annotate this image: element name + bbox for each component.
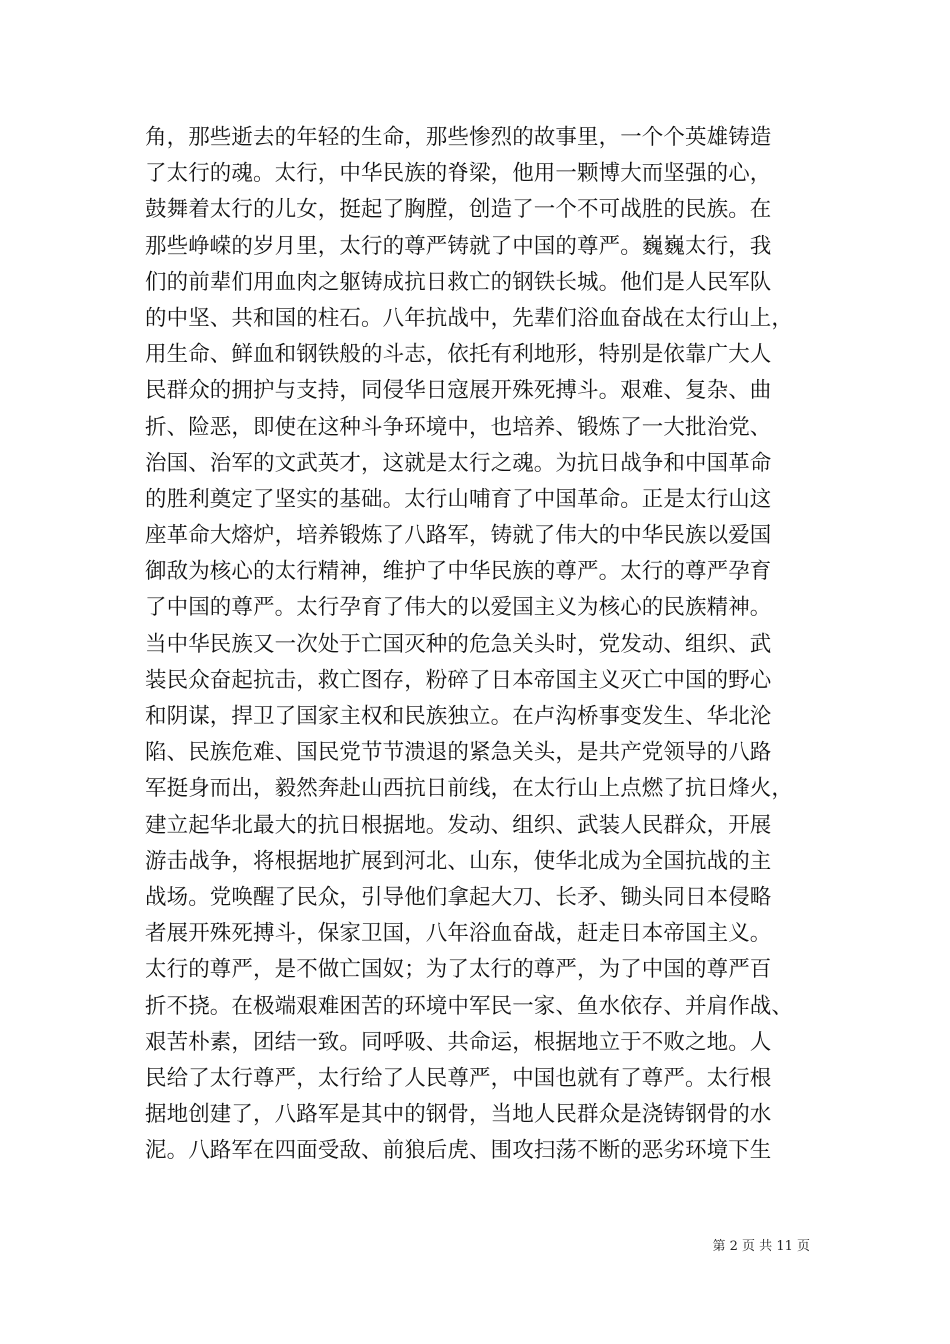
text-line: 泥。八路军在四面受敌、前狼后虎、围攻扫荡不断的恶劣环境下生 (145, 1138, 772, 1164)
text-line: 们的前辈们用血肉之躯铸成抗日救亡的钢铁长城。他们是人民军队 (145, 269, 772, 295)
text-line: 据地创建了，八路军是其中的钢骨，当地人民群众是浇铸钢骨的水 (145, 1102, 772, 1128)
text-line: 折不挠。在极端艰难困苦的环境中军民一家、鱼水依存、并肩作战、 (145, 993, 794, 1019)
text-line: 陷、民族危难、国民党节节溃退的紧急关头，是共产党领导的八路 (145, 740, 772, 766)
text-line: 御敌为核心的太行精神，维护了中华民族的尊严。太行的尊严孕育 (145, 559, 772, 585)
text-line: 当中华民族又一次处于亡国灭种的危急关头时，党发动、组织、武 (145, 631, 772, 657)
text-line: 座革命大熔炉，培养锻炼了八路军，铸就了伟大的中华民族以爱国 (145, 523, 772, 549)
text-line: 折、险恶，即使在这种斗争环境中，也培养、锻炼了一大批治党、 (145, 414, 772, 440)
text-line: 建立起华北最大的抗日根据地。发动、组织、武装人民群众，开展 (145, 812, 772, 838)
text-line: 了中国的尊严。太行孕育了伟大的以爱国主义为核心的民族精神。 (145, 595, 772, 621)
text-line: 和阴谋，捍卫了国家主权和民族独立。在卢沟桥事变发生、华北沦 (145, 704, 772, 729)
page-number-footer: 第 2 页 共 11 页 (712, 1239, 810, 1254)
text-line: 战场。党唤醒了民众，引导他们拿起大刀、长矛、锄头同日本侵略 (145, 884, 772, 910)
text-line: 角，那些逝去的年轻的生命，那些惨烈的故事里，一个个英雄铸造 (145, 125, 772, 150)
text-line: 用生命、鲜血和钢铁般的斗志，依托有利地形，特别是依靠广大人 (145, 342, 772, 368)
text-line: 那些峥嵘的岁月里，太行的尊严铸就了中国的尊严。巍巍太行，我 (145, 233, 772, 259)
text-line: 游击战争，将根据地扩展到河北、山东，使华北成为全国抗战的主 (145, 848, 772, 874)
text-line: 治国、治军的文武英才，这就是太行之魂。为抗日战争和中国革命 (145, 450, 772, 476)
text-line: 者展开殊死搏斗，保家卫国，八年浴血奋战，赶走日本帝国主义。 (145, 921, 772, 947)
text-line: 了太行的魂。太行，中华民族的脊梁，他用一颗博大而坚强的心， (145, 161, 772, 187)
text-line: 军挺身而出，毅然奔赴山西抗日前线，在太行山上点燃了抗日烽火， (145, 776, 794, 802)
text-line: 装民众奋起抗击，救亡图存，粉碎了日本帝国主义灭亡中国的野心 (145, 667, 772, 693)
text-line: 的中坚、共和国的柱石。八年抗战中，先辈们浴血奋战在太行山上， (145, 305, 794, 331)
text-line: 艰苦朴素，团结一致。同呼吸、共命运，根据地立于不败之地。人 (145, 1029, 772, 1055)
text-line: 民群众的拥护与支持，同侵华日寇展开殊死搏斗。艰难、复杂、曲 (145, 378, 772, 404)
text-line: 太行的尊严，是不做亡国奴；为了太行的尊严，为了中国的尊严百 (145, 957, 772, 983)
text-line: 民给了太行尊严，太行给了人民尊严，中国也就有了尊严。太行根 (145, 1065, 772, 1091)
text-line: 鼓舞着太行的儿女，挺起了胸膛，创造了一个不可战胜的民族。在 (145, 197, 772, 223)
text-line: 的胜利奠定了坚实的基础。太行山哺育了中国革命。正是太行山这 (145, 486, 772, 512)
body-text (145, 120, 810, 1169)
